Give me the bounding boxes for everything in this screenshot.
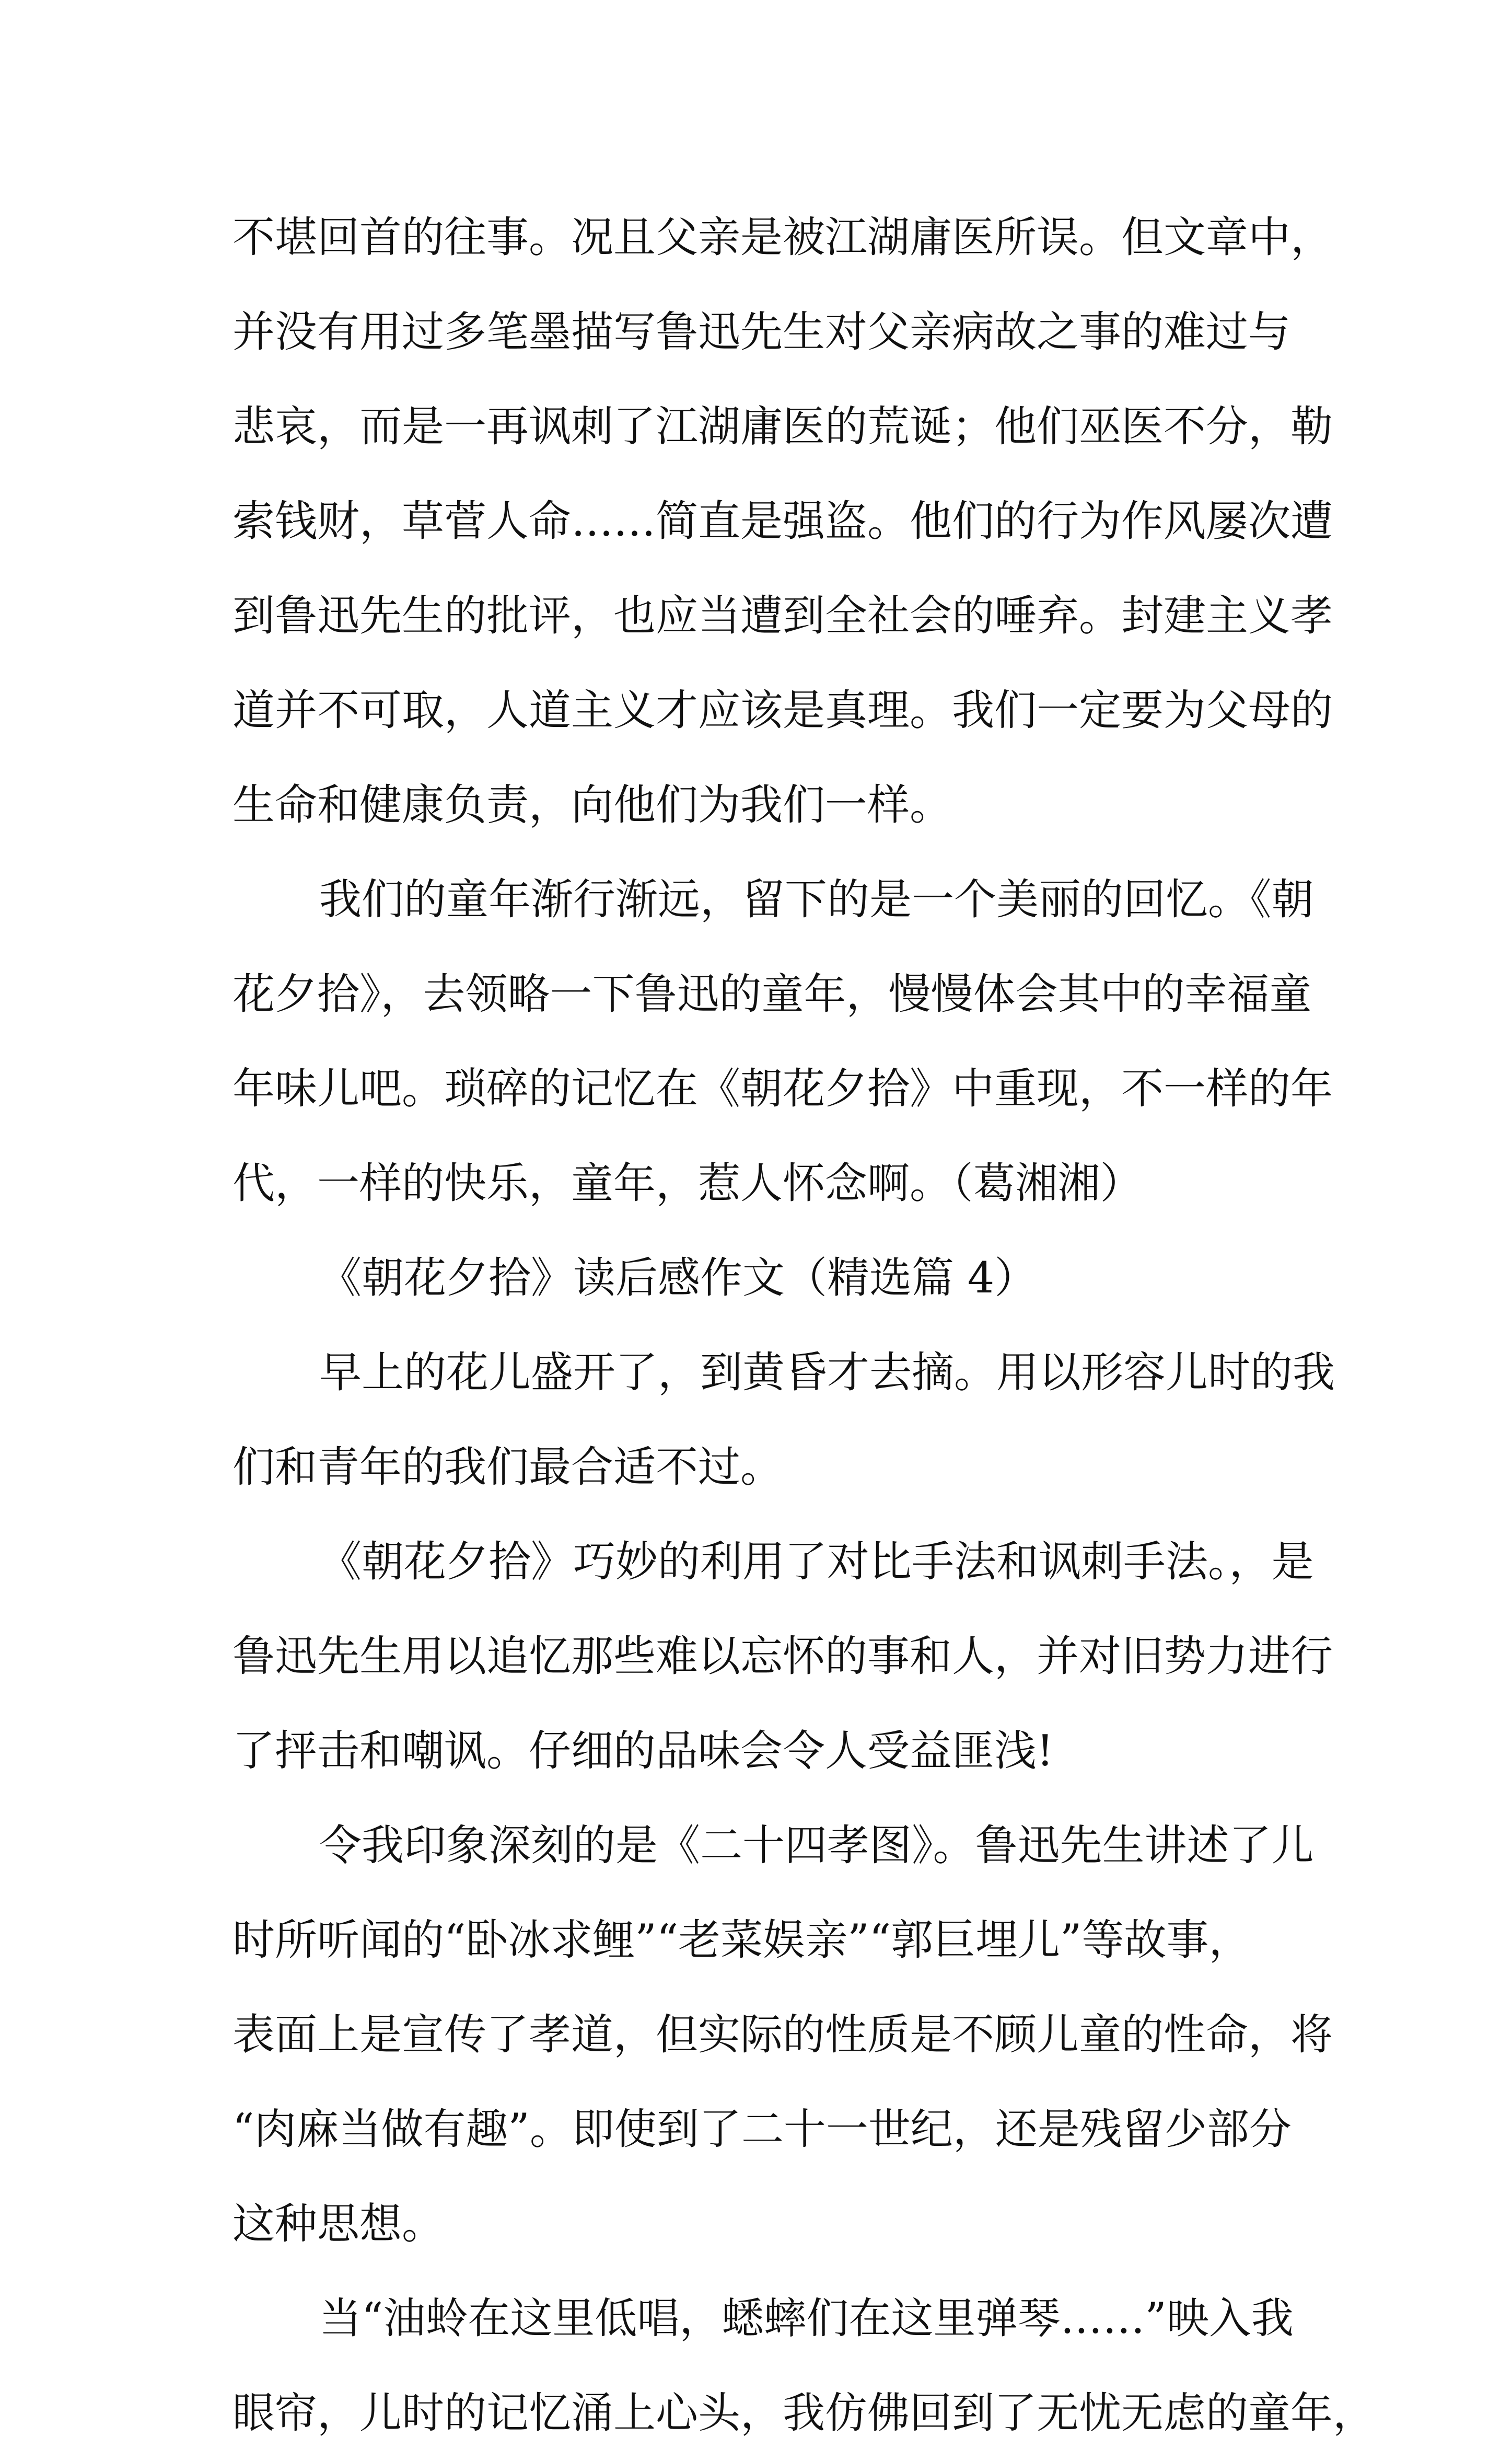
text-line: “肉麻当做有趣”。即使到了二十一世纪，还是残留少部分: [232, 2105, 1292, 2154]
text-line: 到鲁迅先生的批评，也应当遭到全社会的唾弃。封建主义孝: [232, 592, 1333, 641]
section-title: 《朝花夕拾》读后感作文（精选篇 4）: [319, 1254, 1037, 1303]
paragraph-first-line: 《朝花夕拾》巧妙的利用了对比手法和讽刺手法。，是: [319, 1538, 1314, 1587]
paragraph-first-line: 令我印象深刻的是《二十四孝图》。鲁迅先生讲述了儿: [319, 1821, 1314, 1870]
text-line: 鲁迅先生用以追忆那些难以忘怀的事和人，并对旧势力进行: [232, 1632, 1333, 1681]
text-line: 悲哀，而是一再讽刺了江湖庸医的荒诞；他们巫医不分，勒: [232, 402, 1333, 452]
text-line: 年味儿吧。琐碎的记忆在《朝花夕拾》中重现，不一样的年: [232, 1065, 1333, 1114]
text-line: 不堪回首的往事。况且父亲是被江湖庸医所误。但文章中，: [232, 213, 1333, 262]
paragraph-first-line: 我们的童年渐行渐远，留下的是一个美丽的回忆。《朝: [319, 875, 1314, 925]
text-line: 道并不可取，人道主义才应该是真理。我们一定要为父母的: [232, 686, 1333, 735]
text-line: 索钱财，草菅人命……简直是强盗。他们的行为作风屡次遭: [232, 497, 1333, 546]
text-line: 眼帘，儿时的记忆涌上心头，我仿佛回到了无忧无虑的童年，: [232, 2389, 1376, 2438]
text-line: 代，一样的快乐，童年，惹人怀念啊。（葛湘湘）: [232, 1159, 1143, 1208]
body-text: [232, 191, 1376, 2461]
text-line: 表面上是宣传了孝道，但实际的性质是不顾儿童的性命，将: [232, 2011, 1333, 2060]
paragraph-first-line: 早上的花儿盛开了，到黄昏才去摘。用以形容儿时的我: [319, 1348, 1335, 1397]
text-line: 们和青年的我们最合适不过。: [232, 1443, 783, 1492]
text-line: 花夕拾》，去领略一下鲁迅的童年，慢慢体会其中的幸福童: [232, 970, 1312, 1019]
paragraph-first-line: 当“油蛉在这里低唱，蟋蟀们在这里弹琴……”映入我: [319, 2294, 1294, 2343]
text-line: 并没有用过多笔墨描写鲁迅先生对父亲病故之事的难过与: [232, 308, 1291, 357]
text-line: 生命和健康负责，向他们为我们一样。: [232, 781, 952, 830]
text-line: 这种思想。: [232, 2200, 445, 2249]
text-line: 了抨击和嘲讽。仔细的品味会令人受益匪浅!: [232, 1727, 1054, 1776]
text-line: 时所听闻的“卧冰求鲤”“老菜娱亲”“郭巨埋儿”等故事，: [232, 1916, 1251, 1965]
